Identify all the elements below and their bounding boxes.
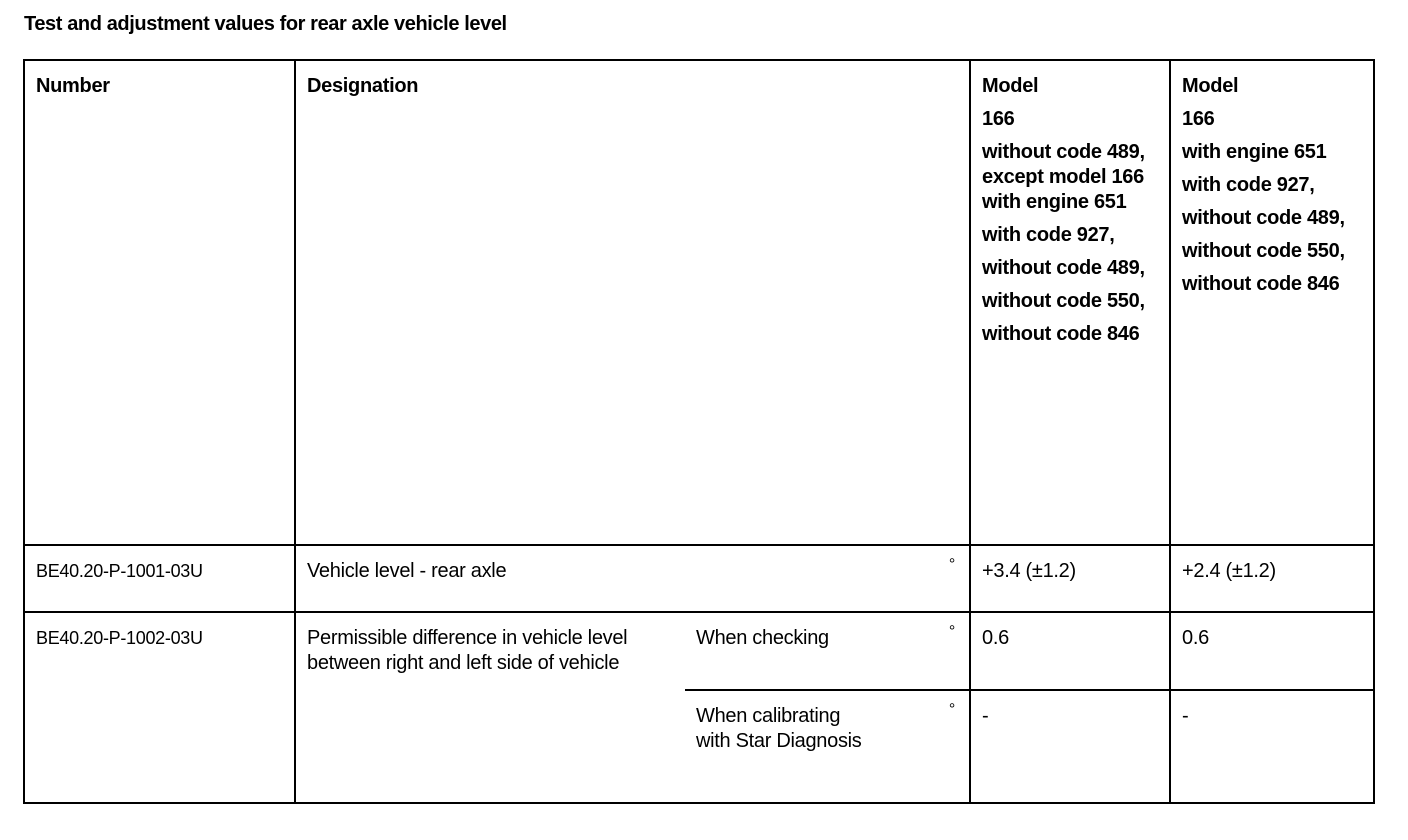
row-value-model-a	[970, 545, 1170, 612]
value-model-b: 0.6	[1182, 627, 1209, 649]
row-condition: When checking	[696, 627, 829, 649]
row-condition-cell	[685, 690, 970, 803]
model-b-code: 166	[1182, 108, 1215, 130]
model-a-label: Model	[982, 75, 1039, 97]
row-designation-cell	[295, 612, 685, 803]
header-model-a	[970, 60, 1170, 545]
value-model-b: -	[1182, 705, 1189, 727]
model-a-line: without code 550,	[982, 290, 1145, 312]
row-condition-cell	[685, 612, 970, 690]
unit-degree: °	[948, 556, 955, 573]
table-row	[24, 612, 1374, 690]
header-designation-label: Designation	[307, 75, 419, 97]
value-model-a: +3.4 (±1.2)	[982, 560, 1076, 582]
row-number: BE40.20-P-1001-03U	[36, 561, 203, 581]
model-b-line: with code 927,	[1182, 174, 1315, 196]
model-a-line: without code 489, except model 166 with engine 651	[982, 141, 1145, 213]
row-designation-cell	[295, 545, 970, 612]
model-a-line: without code 846	[982, 323, 1140, 345]
value-model-a: 0.6	[982, 627, 1009, 649]
model-a-line: with code 927,	[982, 224, 1115, 246]
unit-degree: °	[948, 623, 955, 640]
model-b-label: Model	[1182, 75, 1239, 97]
row-number-cell	[24, 612, 295, 803]
row-designation: Permissible difference in vehicle level between right and left side of vehicle	[307, 627, 628, 674]
row-number-cell	[24, 545, 295, 612]
value-model-a: -	[982, 705, 989, 727]
row-value-model-b	[1170, 612, 1374, 690]
row-number: BE40.20-P-1002-03U	[36, 628, 203, 648]
model-b-line: without code 846	[1182, 273, 1340, 295]
unit-degree: °	[948, 701, 955, 718]
row-value-model-a	[970, 612, 1170, 690]
model-b-line: without code 550,	[1182, 240, 1345, 262]
value-model-b: +2.4 (±1.2)	[1182, 560, 1276, 582]
model-a-code: 166	[982, 108, 1015, 130]
row-value-model-a	[970, 690, 1170, 803]
spec-table	[23, 59, 1375, 804]
header-number	[24, 60, 295, 545]
header-number-label: Number	[36, 75, 110, 97]
row-value-model-b	[1170, 690, 1374, 803]
table-header-row	[24, 60, 1374, 545]
row-value-model-b	[1170, 545, 1374, 612]
model-b-line: without code 489,	[1182, 207, 1345, 229]
row-designation: Vehicle level - rear axle	[307, 560, 507, 582]
row-condition: When calibrating with Star Diagnosis	[696, 705, 862, 752]
table-row	[24, 545, 1374, 612]
model-b-line: with engine 651	[1182, 141, 1327, 163]
model-a-line: without code 489,	[982, 257, 1145, 279]
header-model-b	[1170, 60, 1374, 545]
header-designation	[295, 60, 970, 545]
document-title: Test and adjustment values for rear axle vehicle level	[24, 13, 507, 35]
